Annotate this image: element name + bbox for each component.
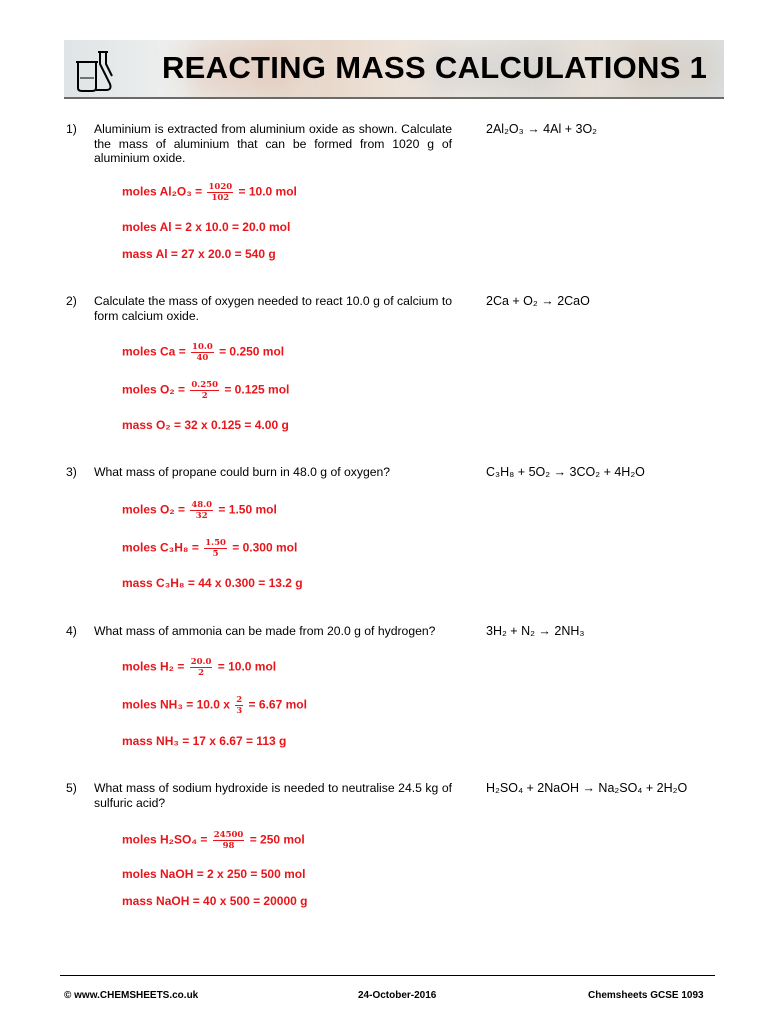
- fraction: $\frac{1020}{102}$: [208, 182, 233, 203]
- answer-line: [122, 830, 305, 851]
- answer-label: moles O₂ =: [122, 382, 186, 397]
- answer-line: [122, 538, 297, 559]
- question-text: What mass of sodium hydroxide is needed to neutralise 24.5 kg of sulfuric acid?: [94, 781, 452, 810]
- fraction: $\frac{20.0}{2}$: [190, 657, 212, 678]
- answer-line: [122, 380, 289, 401]
- fraction: $\frac{24500}{98}$: [213, 830, 244, 851]
- answer-label: moles H₂ =: [122, 659, 185, 674]
- answer-result: = 0.250 mol: [219, 344, 285, 359]
- fraction: $\frac{48.0}{32}$: [191, 500, 213, 521]
- question-number: 4): [66, 624, 77, 638]
- equation-1: 2Al₂O₃ → 4Al + 3O₂: [486, 122, 598, 136]
- fraction: $\frac{2}{3}$: [236, 695, 243, 716]
- answer-label: moles H₂SO₄ =: [122, 832, 208, 847]
- fraction: $\frac{1.50}{5}$: [205, 538, 226, 559]
- answer-line: mass NaOH = 40 x 500 = 20000 g: [122, 894, 308, 908]
- fraction: $\frac{10.0}{40}$: [192, 342, 213, 363]
- page-title: REACTING MASS CALCULATIONS 1: [162, 50, 708, 85]
- question-number: 3): [66, 465, 77, 479]
- answer-result: = 250 mol: [249, 832, 305, 847]
- answer-result: = 0.125 mol: [224, 382, 290, 397]
- answer-line: [122, 695, 307, 716]
- answer-line: [122, 182, 297, 203]
- answer-line: mass O₂ = 32 x 0.125 = 4.00 g: [122, 418, 289, 432]
- lab-glassware-icon: [72, 44, 118, 94]
- answer-line: mass Al = 27 x 20.0 = 540 g: [122, 247, 276, 261]
- answer-result: = 10.0 mol: [238, 184, 297, 199]
- header-rule: [64, 97, 724, 99]
- answer-line: mass C₃H₈ = 44 x 0.300 = 13.2 g: [122, 576, 303, 590]
- fraction: $\frac{0.250}{2}$: [191, 380, 218, 401]
- answer-label: moles C₃H₈ =: [122, 540, 199, 555]
- answer-label: moles O₂ =: [122, 502, 186, 517]
- answer-result: = 6.67 mol: [248, 697, 307, 712]
- answer-label: moles NH₃ = 10.0 x: [122, 697, 230, 712]
- answer-result: = 0.300 mol: [232, 540, 298, 555]
- question-text: Aluminium is extracted from aluminium oxide as shown. Calculate the mass of aluminium that can be formed from 1020 g of aluminium oxide.: [94, 122, 452, 165]
- equation-3: C₃H₈ + 5O₂ → 3CO₂ + 4H₂O: [486, 465, 645, 479]
- equation-4: 3H₂ + N₂ → 2NH₃: [486, 624, 585, 638]
- question-text: Calculate the mass of oxygen needed to react 10.0 g of calcium to form calcium oxide.: [94, 294, 452, 323]
- footer-rule: [60, 975, 715, 976]
- answer-line: mass NH₃ = 17 x 6.67 = 113 g: [122, 734, 287, 748]
- equation-2: 2Ca + O₂ → 2CaO: [486, 294, 590, 308]
- answer-line: moles NaOH = 2 x 250 = 500 mol: [122, 867, 306, 881]
- footer-date: 24-October-2016: [358, 990, 437, 1001]
- question-number: 2): [66, 294, 77, 308]
- question-text: What mass of propane could burn in 48.0 g of oxygen?: [94, 465, 391, 479]
- answer-result: = 1.50 mol: [218, 502, 277, 517]
- question-number: 1): [66, 122, 77, 136]
- answer-line: [122, 500, 277, 521]
- footer-code: Chemsheets GCSE 1093: [588, 990, 704, 1001]
- footer-website: © www.CHEMSHEETS.co.uk: [64, 990, 199, 1001]
- answer-result: = 10.0 mol: [217, 659, 277, 674]
- question-text: What mass of ammonia can be made from 20.0 g of hydrogen?: [94, 624, 436, 638]
- equation-5: H₂SO₄ + 2NaOH → Na₂SO₄ + 2H₂O: [486, 781, 688, 795]
- answer-line: [122, 342, 284, 363]
- answer-line: [122, 657, 276, 678]
- answer-label: moles Al₂O₃ =: [122, 184, 203, 199]
- answer-label: moles Ca =: [122, 344, 186, 359]
- answer-line: moles Al = 2 x 10.0 = 20.0 mol: [122, 220, 291, 234]
- question-number: 5): [66, 781, 77, 795]
